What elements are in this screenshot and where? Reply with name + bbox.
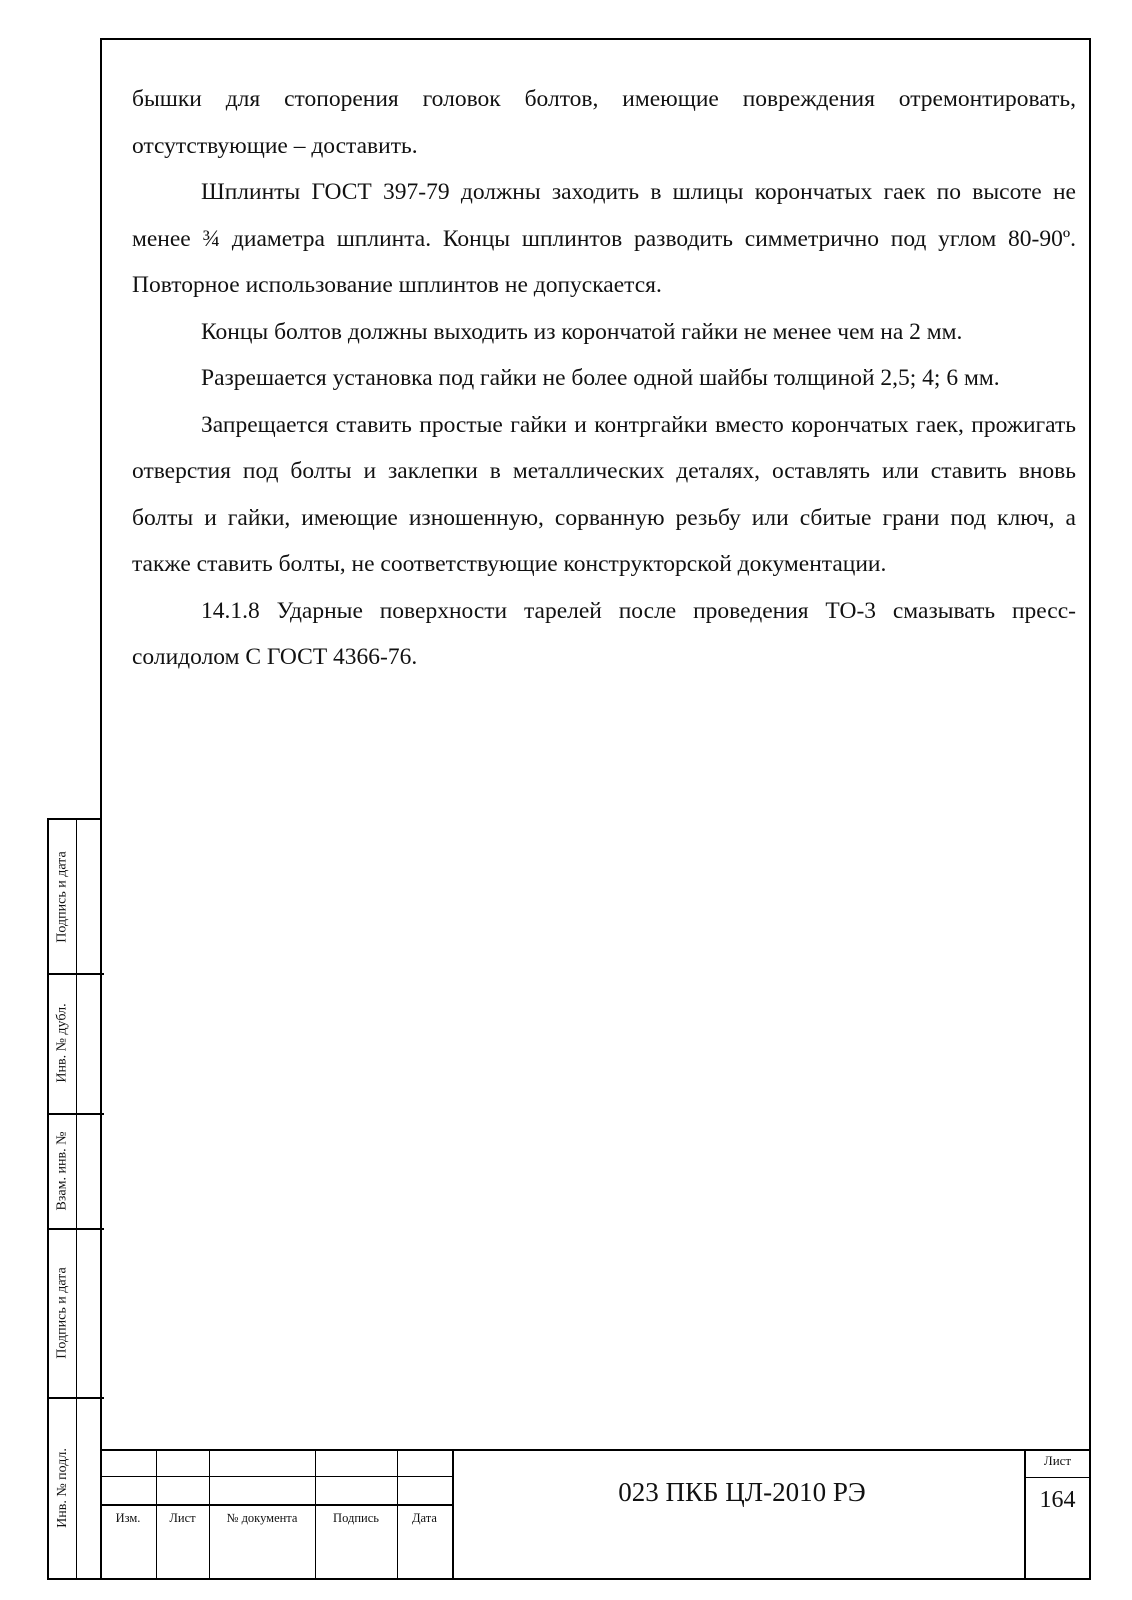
sheet-number: 164: [1039, 1487, 1076, 1513]
col-change: Изм.: [115, 1511, 141, 1525]
body-text: [132, 76, 1076, 681]
paragraph-washers: Разрешается установка под гайки не более одной шайбы толщиной 2,5; 4; 6 мм.: [201, 365, 1000, 391]
stamp-signature-date-1: Подпись и дата: [54, 850, 70, 943]
stamp-duplicate-inv: Инв. № дубл.: [54, 1003, 70, 1083]
col-date: Дата: [412, 1511, 437, 1525]
col-signature: Подпись: [333, 1511, 379, 1525]
col-sheet: Лист: [169, 1511, 196, 1525]
col-document-number: № документа: [226, 1511, 298, 1525]
stamp-replacement-inv: Взам. инв. №: [54, 1131, 70, 1210]
title-block: [100, 1449, 1091, 1580]
document-code: 023 ПКБ ЦЛ-2010 РЭ: [618, 1477, 866, 1507]
paragraph-cotter-pins: Шплинты ГОСТ 397-79 должны заходить в шлицы корончатых гаек по высоте не менее ¾ диаметра шплинта. Концы шплинтов разводить симметрично под углом 80-90º. Повторное использование шплинтов не допускается.: [132, 179, 1076, 298]
paragraph-14-1-8: 14.1.8 Ударные поверхности тарелей после проведения ТО-3 смазывать пресс-солидолом С ГОСТ 4366-76.: [132, 597, 1076, 670]
stamp-original-inv: Инв. № подл.: [54, 1447, 70, 1528]
paragraph-prohibitions: Запрещается ставить простые гайки и контргайки вместо корончатых гаек, прожигать отверстия под болты и заклепки в металлических деталях, оставлять или ставить вновь болты и гайки, имеющие изношенную, сорванную резьбу или сбитые грани под ключ, а также ставить болты, не соответствующие конструкторской документации.: [132, 411, 1076, 577]
sheet-label: Лист: [1043, 1453, 1072, 1468]
paragraph-bolt-ends: Концы болтов должны выходить из корончатой гайки не менее чем на 2 мм.: [201, 318, 963, 345]
stamp-signature-date-2: Подпись и дата: [54, 1266, 70, 1359]
paragraph-continuation: бышки для стопорения головок болтов, имеющие повреждения отремонтировать, отсутствующие – доставить.: [132, 86, 1076, 159]
side-stamp: [47, 818, 102, 1580]
